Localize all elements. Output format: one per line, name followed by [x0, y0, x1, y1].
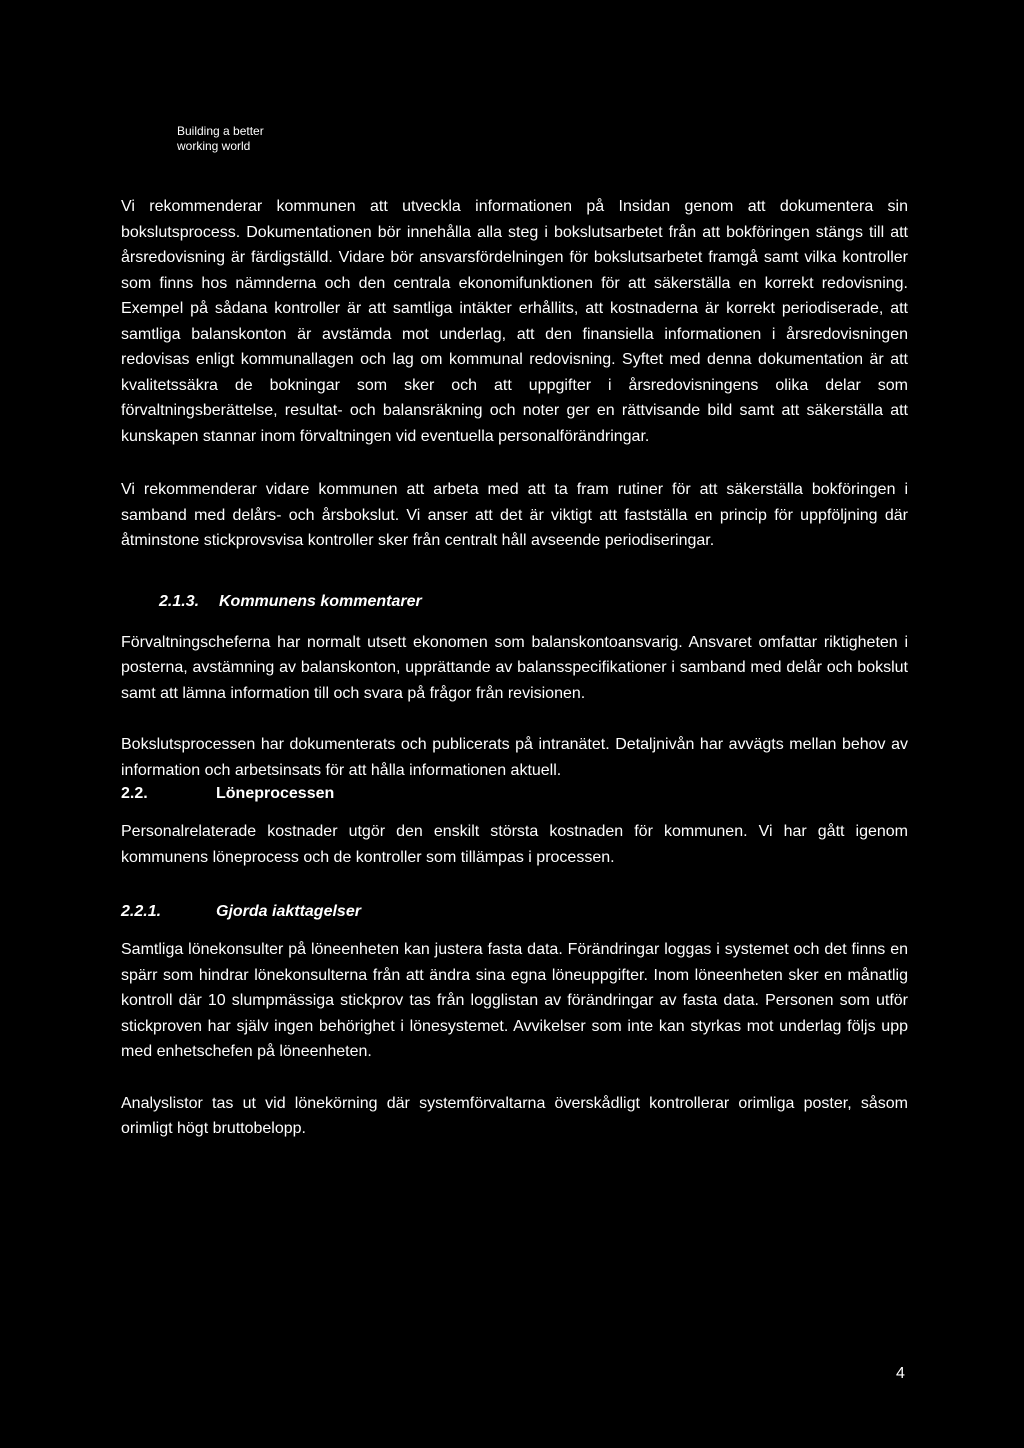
section-heading-2-2-1 [121, 901, 908, 923]
section-title: Kommunens kommentarer [219, 592, 422, 610]
paragraph-recommendation-routines: Vi rekommenderar vidare kommunen att arbeta med att ta fram rutiner för att säkerställa bokföringen i samband med delårs- och årsbokslut. Vi anser att det är viktigt att fastställa en princip för uppföljning där åtminstone stickprovsvisa kontroller sker från centralt håll avseende periodiseringar. [121, 481, 908, 549]
paragraph-recommendation-documentation: Vi rekommenderar kommunen att utveckla informationen på Insidan genom att dokumentera sin bokslutsprocess. Dokumentationen bör innehålla alla steg i bokslutsarbetet från att bokföringen stängs till att årsredovisning är färdigställd. Vidare bör ansvarsfördelningen för bokslutsarbetet framgå samt vilka kontroller som finns hos nämnderna och den centrala ekonomifunktionen för att säkerställa en korrekt redovisning. Exempel på sådana kontroller är att samtliga intäkter erhållits, att kostnaderna är korrekt periodiserade, att samtliga balanskonton är avstämda mot underlag, att den finansiella informationen i årsredovisningen redovisas enligt kommunallagen och lag om kommunal redovisning. Syftet med denna dokumentation är att kvalitetssäkra de bokningar som sker och att uppgifter i årsredovisningens olika delar som förvaltningsberättelse, resultat- och balansräkning och noter ger en rättvisande bild samt att säkerställa att kunskapen stannar inom förvaltningen vid eventuella personalförändringar. [121, 198, 908, 445]
section-heading-2-2 [121, 783, 908, 805]
paragraph-managers-comment: Förvaltningscheferna har normalt utsett ekonomen som balanskontoansvarig. Ansvaret omfattar riktigheten i posterna, avstämning av balanskonton, upprättande av balansspecifikationer i samband med delår och bokslut samt att lämna information till och svara på frågor från revisionen. [121, 633, 908, 702]
section-number: 2.2.1. [121, 903, 162, 920]
page-number: 4 [896, 1365, 905, 1382]
paragraph-payroll-intro: Personalrelaterade kostnader utgör den enskilt största kostnaden för kommunen. Vi har gått igenom kommunens löneprocess och de kontroller som tillämpas i processen. [121, 823, 908, 866]
ey-tagline-logo [177, 124, 264, 154]
logo-line-2: working world [177, 139, 251, 153]
section-title: Löneprocessen [216, 785, 335, 802]
section-number: 2.1.3. [159, 592, 200, 610]
paragraph-closing-process: Bokslutsprocessen har dokumenterats och publicerats på intranätet. Detaljnivån har avvägts mellan behov av information och arbetsinsats för att hålla informationen aktuell. [121, 736, 908, 779]
paragraph-payroll-observations: Samtliga lönekonsulter på löneenheten kan justera fasta data. Förändringar loggas i systemet och det finns en spärr som hindrar lönekonsulterna från att ändra sina egna löneuppgifter. Inom löneenheten sker en månatlig kontroll där 10 slumpmässiga stickprov tas från logglistan av förändringar av fasta data. Personen som utför stickproven har själv ingen behörighet i lönesystemet. Avvikelser som inte kan styrkas mot underlag följs upp med enhetschefen på löneenheten. [121, 941, 908, 1060]
paragraph-analysis-lists: Analyslistor tas ut vid lönekörning där systemförvaltarna överskådligt kontrollerar orimliga poster, såsom orimligt högt bruttobelopp. [121, 1094, 908, 1137]
section-number: 2.2. [121, 785, 148, 802]
section-heading-2-1-3 [121, 591, 908, 613]
document-body [121, 194, 908, 1142]
logo-line-1: Building a better [177, 124, 264, 138]
section-title: Gjorda iakttagelser [216, 903, 361, 920]
